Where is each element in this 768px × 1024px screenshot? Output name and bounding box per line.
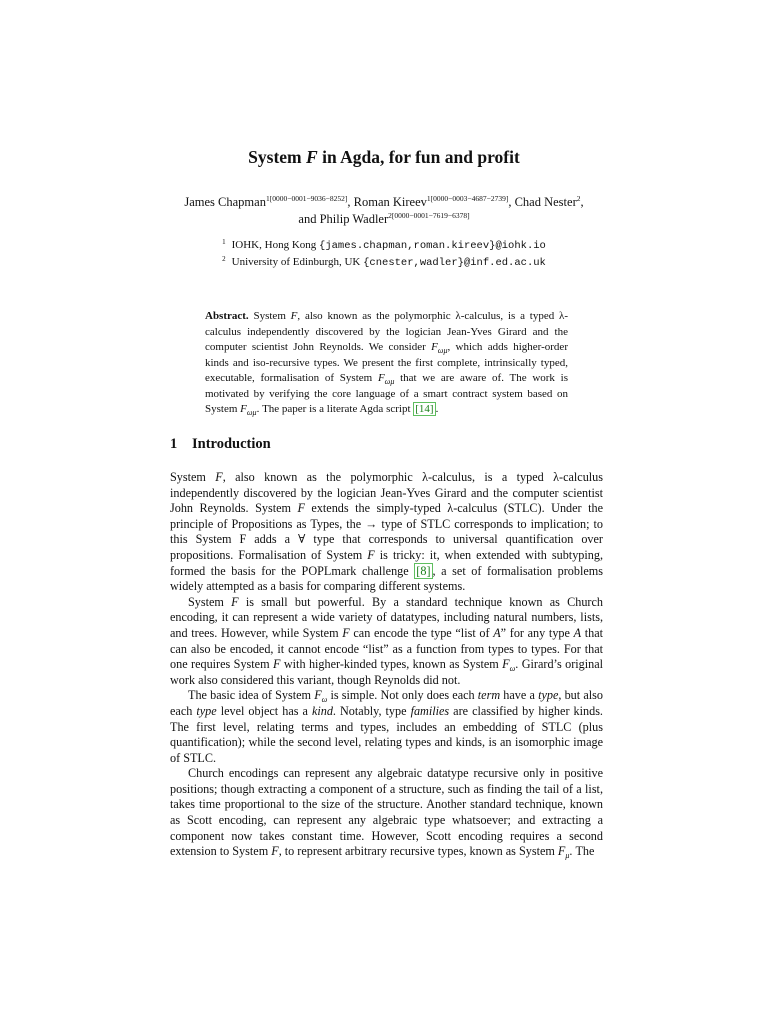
text: . The xyxy=(569,844,595,859)
affiliation-text: University of Edinburgh, UK xyxy=(231,256,364,268)
author-list: James Chapman$^{1[0000-0001-9036-8252]}$, Roman Kireev$^{1[0000-0003-4687-2739]}$, Chad Nester$^2$, and Philip Wadler$^{2[0000-0001-7619-6378]}$ xyxy=(184,194,584,226)
text: , a set of formalisation problems widely attempted as a basis for comparing different systems. xyxy=(170,563,603,594)
symbol-f: F xyxy=(431,341,438,353)
emph-term: term xyxy=(477,688,501,703)
author-name: Roman Kireev xyxy=(353,195,427,209)
text: is simple. Not only does each xyxy=(327,688,478,703)
text: The basic idea of System xyxy=(188,688,315,703)
paragraph xyxy=(170,595,603,689)
abstract-text: , which adds higher-order kinds and iso-recursive types. We present the first complete, intrinsically typed, executable, formalisation of System xyxy=(205,341,568,384)
text: can encode the type “list of xyxy=(349,625,494,640)
title-prefix: System xyxy=(248,147,307,167)
text: that can also be encoded, it cannot encode “list” as a function from types to types. For that one requires System xyxy=(170,625,604,672)
abstract-text: that we are aware of. The work is motivated by verifying the core language of a smart contract system based on System xyxy=(205,372,569,415)
paragraph xyxy=(170,470,603,595)
text: System xyxy=(170,470,216,484)
text: have a xyxy=(500,688,539,703)
text: level object has a xyxy=(216,703,312,718)
abstract-text: . The paper is a literate Agda script xyxy=(256,403,414,415)
affiliation-1 xyxy=(0,237,768,254)
subscript-mu: μ xyxy=(565,851,570,861)
symbol-f: F xyxy=(290,310,298,322)
affiliation-number: 2 xyxy=(222,255,226,263)
paper-title xyxy=(0,147,768,168)
subscript-omega: ω xyxy=(509,664,516,674)
citation-link[interactable]: [8] xyxy=(416,563,431,578)
affiliation-email: {james.chapman,roman.kireev}@iohk.io xyxy=(319,240,546,252)
section-heading xyxy=(170,436,271,453)
symbol-f: F xyxy=(314,688,322,703)
symbol-f: F xyxy=(377,372,385,384)
author-name: and Philip Wadler xyxy=(298,212,389,226)
body-text xyxy=(170,470,603,860)
abstract-text: System xyxy=(248,310,291,322)
text: are classified by higher kinds. The first level, relating terms and types, includes an embedding of STLC (plus quantification); while the second level, relating types and kinds, is an isomorphic image of STLC. xyxy=(170,703,603,765)
subscript-omega-mu: ωμ xyxy=(384,377,395,386)
symbol-f: F xyxy=(271,844,279,859)
text: , also known as the polymorphic λ-calculus, is a typed λ-calculus independently discovered by the logician Jean-Yves Girard and the computer scientist John Reynolds. System xyxy=(170,470,604,516)
abstract-text: . xyxy=(435,403,439,415)
symbol-f: F xyxy=(502,657,510,672)
symbol-f: F xyxy=(342,625,350,640)
text: is small but powerful. By a standard technique known as Church encoding, it can represent a wide variety of datatypes, including natural numbers, lists, and trees. However, while System xyxy=(170,594,603,640)
symbol-f: F xyxy=(297,501,305,516)
affiliation-email: {cnester,wadler}@inf.ed.ac.uk xyxy=(363,257,546,269)
emph-families: families xyxy=(410,703,450,718)
text: with higher-kinded types, known as System xyxy=(280,657,503,672)
affiliation-text: IOHK, Hong Kong xyxy=(231,239,320,251)
text: extends the simply-typed λ-calculus (STLC). Under the principle of Propositions as Types, the → type of STLC corresponds to implication; to this System F adds a ∀ type that corresponds to universal quantification over propositions. Formalisation of System xyxy=(170,501,603,562)
symbol-f: F xyxy=(231,594,239,609)
paragraph xyxy=(170,766,603,860)
abstract xyxy=(205,309,568,418)
affiliation-2 xyxy=(0,254,768,271)
symbol-f: F xyxy=(273,657,281,672)
symbol-f: F xyxy=(215,470,223,484)
author-name: James Chapman xyxy=(184,195,266,209)
text: . Notably, type xyxy=(332,703,411,718)
symbol-a: A xyxy=(493,625,501,640)
text: Church encodings can represent any algebraic datatype recursive only in positive positions; though extracting a component of a structure, such as finding the tail of a list, takes time proportional to the size of the structure. Another standard technique, known as Scott encoding, can represent any algebraic type whatsoever; and extracting a component now takes constant time. However, Scott encoding requires a second extension to System xyxy=(170,766,603,859)
author-name: Chad Nester xyxy=(514,195,577,209)
emph-kind: kind xyxy=(311,703,333,718)
paragraph xyxy=(170,688,603,766)
symbol-a: A xyxy=(573,625,582,640)
title-suffix: in Agda, for fun and profit xyxy=(317,147,520,167)
subscript-omega: ω xyxy=(321,695,328,705)
affiliations xyxy=(0,237,768,271)
text: ” for any type xyxy=(500,625,574,640)
section-title: Introduction xyxy=(192,436,271,452)
citation-link[interactable]: [14] xyxy=(415,403,434,415)
subscript-omega-mu: ωμ xyxy=(246,408,257,417)
author-orcid: 2[0000−0001−7619−6378] xyxy=(388,211,470,220)
text: , but also each xyxy=(170,688,603,718)
affiliation-number: 1 xyxy=(222,238,226,246)
title-italic-f: F xyxy=(306,147,318,167)
text: System xyxy=(188,594,232,609)
symbol-f: F xyxy=(240,403,247,415)
symbol-f: F xyxy=(367,547,375,562)
emph-type: type xyxy=(538,688,559,703)
text: is tricky: it, when extended with subtyping, formed the basis for the POPLmark challenge xyxy=(170,547,603,578)
section-number: 1 xyxy=(170,436,178,452)
symbol-f: F xyxy=(557,844,566,859)
abstract-label: Abstract. xyxy=(205,310,249,322)
author-orcid: 2 xyxy=(576,194,581,203)
author-orcid: 1[0000−0001−9036−8252] xyxy=(265,194,348,203)
author-orcid: 1[0000−0003−4687−2739] xyxy=(426,194,509,203)
emph-type: type xyxy=(196,703,217,718)
text: , to represent arbitrary recursive types, known as System xyxy=(278,844,558,859)
text: . Girard’s original work also considered this variant, though Reynolds did not. xyxy=(170,657,604,687)
subscript-omega-mu: ωμ xyxy=(437,346,448,355)
abstract-text: , also known as the polymorphic λ-calculus, is a typed λ-calculus independently discovered by the logician Jean-Yves Girard and the computer scientist John Reynolds. We consider xyxy=(205,310,568,353)
